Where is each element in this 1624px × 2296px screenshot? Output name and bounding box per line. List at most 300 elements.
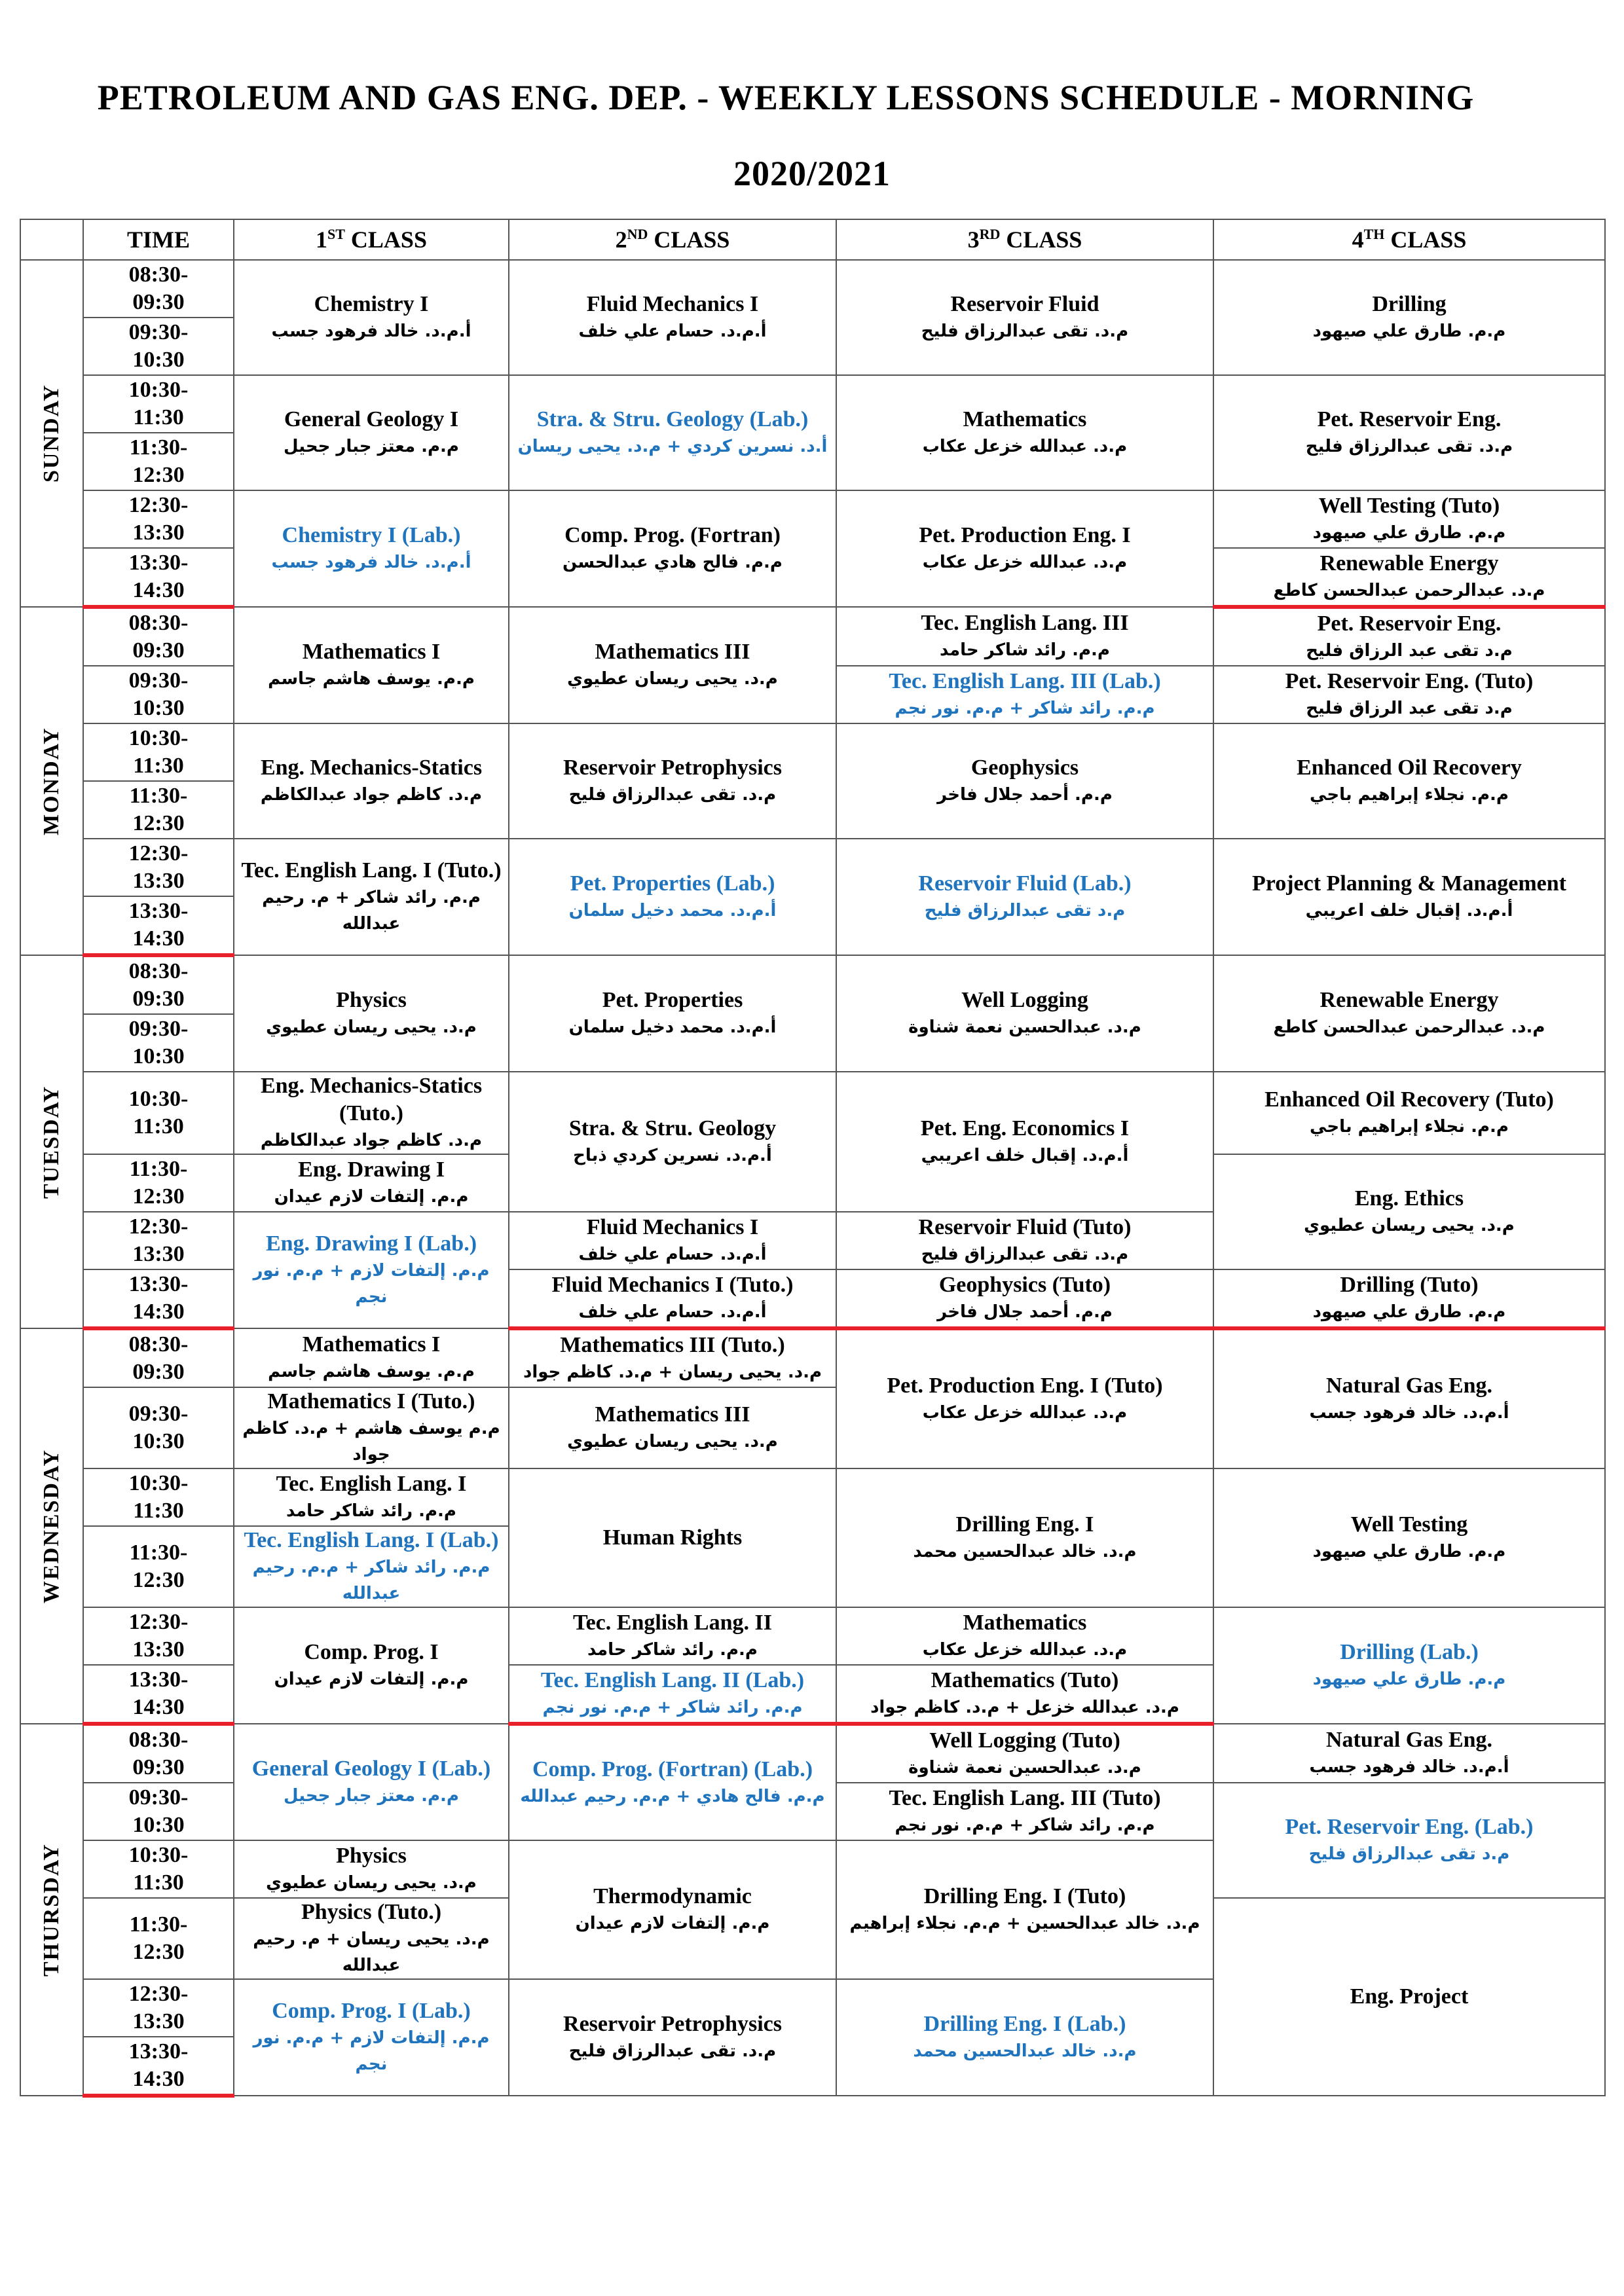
instructor-name: م.د. يحيى ريسان + م. رحيم عبدالله (253, 1929, 490, 1975)
course-name: Mathematics (963, 1611, 1087, 1635)
lesson-cell (836, 1212, 1213, 1269)
lesson-cell (1213, 1468, 1605, 1607)
time-slot (83, 1387, 234, 1468)
header-row (20, 219, 1605, 260)
time-end: 10:30 (132, 1813, 185, 1837)
instructor-name: م.د. خالد عبدالحسين + م.م. نجلاء إبراهيم (849, 1914, 1200, 1933)
time-start: 11:30- (129, 435, 188, 460)
course-name: Well Logging (Tuto) (929, 1728, 1120, 1753)
time-start: 13:30- (128, 1667, 189, 1692)
instructor-name: أ.م.د. حسام علي خلف (578, 321, 767, 341)
course-name: Reservoir Fluid (Tuto) (918, 1215, 1132, 1239)
instructor-name: م.م. إلتفات لازم عيدان (274, 1669, 469, 1689)
day-label: SUNDAY (20, 260, 83, 607)
lesson-cell (509, 1607, 836, 1665)
instructor-name: م.م. إلتفات لازم عيدان (575, 1914, 770, 1933)
header-class-2-sup: ND (627, 226, 648, 242)
lesson-cell (509, 1840, 836, 1979)
course-name: Geophysics (Tuto) (938, 1273, 1111, 1297)
time-start: 11:30- (129, 1912, 188, 1937)
lesson-cell (1213, 375, 1605, 490)
lesson-cell (234, 1898, 509, 1979)
course-name: Thermodynamic (593, 1884, 752, 1908)
lesson-cell (836, 955, 1213, 1072)
time-end: 11:30 (133, 1870, 184, 1895)
course-name: Chemistry I (314, 292, 429, 316)
instructor-name: م.م. طارق علي صيهود (1312, 1542, 1506, 1561)
time-end: 10:30 (132, 1429, 185, 1453)
instructor-name: م.د تقى عبدالرزاق فليح (924, 901, 1126, 920)
time-start: 08:30- (128, 959, 189, 983)
time-end: 10:30 (132, 1044, 185, 1068)
course-name: Stra. & Stru. Geology (568, 1116, 777, 1140)
lesson-cell (509, 1328, 836, 1387)
lesson-cell (509, 1724, 836, 1840)
schedule-row (20, 839, 1605, 896)
time-start: 08:30- (128, 1728, 189, 1752)
day-label: WEDNESDAY (20, 1328, 83, 1724)
lesson-cell (1213, 666, 1605, 723)
instructor-name: م.م. إلتفات لازم عيدان (274, 1187, 469, 1207)
time-start: 09:30- (128, 320, 189, 344)
header-class-3 (836, 219, 1213, 260)
time-end: 14:30 (132, 1300, 185, 1324)
header-class-4-sup: TH (1363, 226, 1385, 242)
time-slot (83, 896, 234, 955)
instructor-name: م.د. يحيى ريسان + م.د. كاظم جواد (523, 1362, 822, 1382)
course-name: Physics (Tuto.) (301, 1900, 442, 1924)
instructor-name: م.د تقى عبد الرزاق فليح (1306, 699, 1513, 718)
time-slot (83, 260, 234, 318)
lesson-cell (234, 1526, 509, 1607)
course-name: Mathematics (Tuto) (931, 1668, 1119, 1692)
time-slot (83, 433, 234, 490)
lesson-cell (509, 1665, 836, 1724)
instructor-name: م.د. تقى عبدالرزاق فليح (921, 321, 1129, 341)
course-name: Tec. English Lang. I (276, 1472, 467, 1496)
instructor-name: م.م. رائد شاكر + م.م. نور نجم (542, 1698, 803, 1717)
lesson-cell (1213, 955, 1605, 1072)
instructor-name: م.د. عبدالله خزعل عكاب (922, 1640, 1128, 1660)
instructor-name: م.د. يحيى ريسان عطيوي (567, 1432, 778, 1451)
course-name: Pet. Production Eng. I (Tuto) (887, 1374, 1163, 1398)
instructor-name: م.م. رائد شاكر حامد (940, 640, 1110, 660)
time-slot (83, 1014, 234, 1072)
lesson-cell (509, 1269, 836, 1328)
time-end: 13:30 (132, 1637, 185, 1662)
academic-year: 2020/2021 (733, 154, 891, 193)
course-name: Enhanced Oil Recovery (Tuto) (1264, 1087, 1554, 1112)
course-name: Tec. English Lang. III (921, 611, 1129, 635)
time-start: 10:30- (128, 1087, 189, 1111)
course-name: Fluid Mechanics I (586, 1215, 759, 1239)
course-name: Geophysics (970, 756, 1079, 780)
time-slot (83, 723, 234, 781)
course-name: Drilling (Tuto) (1340, 1273, 1479, 1297)
lesson-cell (234, 375, 509, 490)
time-start: 13:30- (128, 1272, 189, 1296)
instructor-name: أ.م.د. محمد دخيل سلمان (568, 1017, 777, 1037)
time-start: 09:30- (128, 1785, 189, 1810)
lesson-cell (234, 490, 509, 607)
header-class-1-word: CLASS (350, 227, 427, 253)
time-end: 14:30 (132, 1695, 185, 1719)
schedule-row (20, 375, 1605, 433)
course-name: Drilling Eng. I (Tuto) (923, 1884, 1126, 1908)
course-name: Tec. English Lang. II (573, 1611, 772, 1635)
instructor-name: أ.م.د. محمد دخيل سلمان (568, 901, 777, 920)
instructor-name: أ.م.د. خالد فرهود جسب (271, 321, 471, 341)
course-name: Tec. English Lang. III (Lab.) (889, 669, 1161, 693)
time-end: 12:30 (132, 1940, 185, 1964)
header-time: TIME (83, 219, 234, 260)
lesson-cell (1213, 723, 1605, 839)
instructor-name: م.م. نجلاء إبراهيم باجي (1310, 1117, 1509, 1137)
lesson-cell (836, 839, 1213, 955)
lesson-cell (509, 839, 836, 955)
time-end: 14:30 (132, 2067, 185, 2091)
time-end: 10:30 (132, 348, 185, 372)
instructor-name: م.م. طارق علي صيهود (1312, 523, 1506, 543)
time-slot (83, 1328, 234, 1387)
instructor-name: م.د تقى عبدالرزاق فليح (1308, 1844, 1510, 1864)
course-name: Natural Gas Eng. (1325, 1728, 1493, 1752)
schedule-row (20, 1468, 1605, 1526)
course-name: Eng. Drawing I (Lab.) (265, 1231, 477, 1256)
instructor-name: م.م. رائد شاكر + م.م. نور نجم (895, 699, 1155, 718)
time-start: 12:30- (128, 493, 189, 517)
instructor-name: م.م يوسف هاشم + م.د. كاظم جواد (242, 1419, 500, 1465)
lesson-cell (836, 1665, 1213, 1724)
instructor-name: م.م. نجلاء إبراهيم باجي (1310, 785, 1509, 805)
course-name: Stra. & Stru. Geology (Lab.) (536, 407, 809, 431)
schedule-row (20, 1724, 1605, 1783)
course-name: Eng. Mechanics-Statics (Tuto.) (260, 1074, 483, 1125)
course-name: Comp. Prog. (Fortran) (564, 523, 781, 547)
course-name: Renewable Energy (1320, 551, 1499, 575)
instructor-name: م.م. رائد شاكر + م.م. نور نجم (895, 1815, 1155, 1835)
course-name: Pet. Reservoir Eng. (Tuto) (1285, 669, 1534, 693)
instructor-name: م.د. تقى عبدالرزاق فليح (921, 1245, 1129, 1264)
course-name: Well Testing (1350, 1512, 1468, 1537)
time-start: 13:30- (128, 551, 189, 575)
course-name: Eng. Ethics (1354, 1186, 1464, 1211)
lesson-cell (836, 666, 1213, 723)
instructor-name: م.م. فالح هادي + م.م. رحيم عبدالله (520, 1787, 825, 1806)
header-class-4-num: 4 (1352, 227, 1364, 253)
course-name: Enhanced Oil Recovery (1297, 756, 1522, 780)
time-start: 13:30- (128, 2039, 189, 2064)
time-slot (83, 839, 234, 896)
course-name: Comp. Prog. I (Lab.) (272, 1999, 471, 2023)
course-name: Comp. Prog. (Fortran) (Lab.) (532, 1757, 813, 1781)
lesson-cell (1213, 1154, 1605, 1269)
time-start: 08:30- (128, 1332, 189, 1357)
course-name: Tec. English Lang. III (Tuto) (889, 1786, 1161, 1810)
course-name: Eng. Project (1350, 1984, 1469, 2009)
schedule-row (20, 1328, 1605, 1387)
lesson-cell (509, 1212, 836, 1269)
lesson-cell (1213, 260, 1605, 375)
instructor-name: م.م. طارق علي صيهود (1312, 321, 1506, 341)
lesson-cell (509, 723, 836, 839)
instructor-name: م.د. خالد عبدالحسين محمد (913, 2041, 1137, 2061)
course-name: Eng. Drawing I (298, 1157, 445, 1182)
instructor-name: م.د. كاظم جواد عبدالكاظم (260, 1131, 483, 1150)
time-slot (83, 375, 234, 433)
instructor-name: م.م. طارق علي صيهود (1312, 1302, 1506, 1322)
time-end: 13:30 (132, 2009, 185, 2033)
time-slot (83, 490, 234, 548)
instructor-name: أ.د. نسرين كردي + م.د. يحيى ريسان (517, 437, 828, 456)
time-slot (83, 955, 234, 1014)
instructor-name: م.م. رائد شاكر حامد (286, 1501, 456, 1521)
time-slot (83, 2037, 234, 2096)
time-start: 08:30- (128, 263, 189, 287)
header-class-1 (234, 219, 509, 260)
instructor-name: أ.م.د. إقبال خلف اعريبي (921, 1146, 1129, 1165)
schedule-table (20, 219, 1606, 2098)
instructor-name: أ.م.د. نسرين كردي ذباح (573, 1146, 772, 1165)
time-end: 13:30 (132, 520, 185, 545)
instructor-name: م.د. عبدالله خزعل + م.د. كاظم جواد (870, 1698, 1179, 1717)
time-end: 10:30 (132, 696, 185, 720)
lesson-cell (234, 1468, 509, 1526)
time-end: 11:30 (133, 1114, 184, 1139)
lesson-cell (234, 839, 509, 955)
lesson-cell (836, 1269, 1213, 1328)
course-name: Physics (336, 988, 407, 1012)
course-name: Mathematics III (Tuto.) (560, 1333, 785, 1357)
time-start: 12:30- (128, 1982, 189, 2006)
lesson-cell (836, 260, 1213, 375)
time-start: 10:30- (128, 378, 189, 402)
course-name: General Geology I (284, 407, 459, 431)
instructor-name: م.م. يوسف هاشم جاسم (268, 669, 475, 689)
time-slot (83, 1526, 234, 1607)
time-end: 11:30 (133, 405, 184, 429)
time-slot (83, 666, 234, 723)
time-end: 09:30 (132, 638, 185, 663)
schedule-row (20, 490, 1605, 548)
time-slot (83, 318, 234, 375)
lesson-cell (1213, 1269, 1605, 1328)
time-slot (83, 1154, 234, 1212)
lesson-cell (1213, 1607, 1605, 1724)
lesson-cell (836, 1783, 1213, 1840)
time-slot (83, 1783, 234, 1840)
instructor-name: أ.م.د. إقبال خلف اعريبي (1305, 901, 1513, 920)
time-start: 09:30- (128, 1402, 189, 1426)
header-class-2-word: CLASS (654, 227, 730, 253)
instructor-name: م.د. تقى عبدالرزاق فليح (1305, 437, 1513, 456)
course-name: Pet. Eng. Economics I (920, 1116, 1130, 1140)
lesson-cell (1213, 1328, 1605, 1468)
instructor-name: م.م. رائد شاكر حامد (587, 1640, 758, 1660)
course-name: Comp. Prog. I (304, 1640, 439, 1664)
instructor-name: م.م. أحمد جلال فاخر (937, 1302, 1113, 1322)
course-name: Drilling Eng. I (955, 1512, 1094, 1537)
time-start: 11:30- (129, 1157, 188, 1181)
lesson-cell (234, 1328, 509, 1387)
course-name: Pet. Properties (602, 988, 743, 1012)
course-name: Renewable Energy (1320, 988, 1499, 1012)
course-name: Human Rights (602, 1525, 743, 1550)
lesson-cell (836, 375, 1213, 490)
time-end: 13:30 (132, 869, 185, 893)
lesson-cell (234, 955, 509, 1072)
instructor-name: م.د. يحيى ريسان عطيوي (266, 1873, 477, 1893)
time-slot (83, 1840, 234, 1898)
time-slot (83, 607, 234, 666)
time-start: 09:30- (128, 1017, 189, 1041)
time-slot (83, 781, 234, 839)
lesson-cell (1213, 1898, 1605, 2096)
schedule-row (20, 955, 1605, 1014)
instructor-name: م.م. يوسف هاشم جاسم (268, 1362, 475, 1381)
course-name: Physics (336, 1844, 407, 1868)
lesson-cell (836, 607, 1213, 666)
lesson-cell (509, 490, 836, 607)
lesson-cell (509, 375, 836, 490)
time-start: 10:30- (128, 1843, 189, 1867)
lesson-cell (836, 1468, 1213, 1607)
time-slot (83, 1898, 234, 1979)
instructor-name: م.د. كاظم جواد عبدالكاظم (260, 785, 483, 805)
lesson-cell (1213, 490, 1605, 548)
time-start: 10:30- (128, 1471, 189, 1495)
instructor-name: أ.م.د. خالد فرهود جسب (271, 553, 471, 572)
instructor-name: م.م. طارق علي صيهود (1312, 1669, 1506, 1689)
instructor-name: م.م. أحمد جلال فاخر (937, 785, 1113, 805)
lesson-cell (836, 1979, 1213, 2096)
time-end: 14:30 (132, 578, 185, 602)
lesson-cell (234, 607, 509, 723)
time-end: 12:30 (132, 1568, 185, 1592)
instructor-name: م.م. رائد شاكر + م.م. رحيم عبدالله (252, 1558, 490, 1603)
time-slot (83, 1072, 234, 1154)
header-day (20, 219, 83, 260)
course-name: Drilling (1372, 292, 1447, 316)
header-class-2-num: 2 (615, 227, 627, 253)
instructor-name: أ.م.د. خالد فرهود جسب (1309, 1403, 1509, 1423)
time-start: 13:30- (128, 899, 189, 923)
course-name: Mathematics III (595, 640, 750, 664)
instructor-name: م.د. يحيى ريسان عطيوي (567, 669, 778, 689)
instructor-name: أ.م.د. حسام علي خلف (578, 1302, 767, 1322)
time-end: 09:30 (132, 1755, 185, 1779)
time-slot (83, 1269, 234, 1328)
course-name: Drilling (Lab.) (1340, 1640, 1479, 1664)
time-slot (83, 1607, 234, 1665)
time-start: 11:30- (129, 1540, 188, 1565)
time-end: 09:30 (132, 290, 185, 314)
course-name: Chemistry I (Lab.) (282, 523, 461, 547)
lesson-cell (1213, 1783, 1605, 1898)
instructor-name: م.م. إلتفات لازم + م.م. نور نجم (253, 2028, 490, 2074)
course-name: Mathematics III (595, 1402, 750, 1427)
header-class-3-num: 3 (967, 227, 980, 253)
instructor-name: م.د. عبدالله خزعل عكاب (922, 553, 1128, 572)
instructor-name: أ.م.د. حسام علي خلف (578, 1245, 767, 1264)
course-name: Reservoir Fluid (950, 292, 1099, 316)
lesson-cell (836, 1724, 1213, 1783)
course-name: Pet. Reservoir Eng. (1317, 407, 1502, 431)
course-name: Tec. English Lang. II (Lab.) (540, 1668, 805, 1692)
course-name: Drilling Eng. I (Lab.) (923, 2012, 1126, 2036)
instructor-name: م.م. معتز جبار جحيل (284, 437, 459, 456)
course-name: Mathematics (963, 407, 1087, 431)
time-slot (83, 1665, 234, 1724)
lesson-cell (509, 607, 836, 723)
instructor-name: م.د. عبدالحسين نعمة شناوة (908, 1017, 1141, 1037)
course-name: Fluid Mechanics I (Tuto.) (551, 1273, 794, 1297)
instructor-name: م.د. عبدالرحمن عبدالحسن كاطع (1273, 581, 1545, 600)
instructor-name: م.د. عبدالرحمن عبدالحسن كاطع (1273, 1017, 1545, 1037)
time-start: 12:30- (128, 841, 189, 866)
instructor-name: م.د. يحيى ريسان عطيوي (1304, 1216, 1515, 1235)
time-slot (83, 1468, 234, 1526)
time-end: 13:30 (132, 1242, 185, 1266)
day-label: TUESDAY (20, 955, 83, 1328)
lesson-cell (234, 1387, 509, 1468)
course-name: Tec. English Lang. I (Lab.) (244, 1528, 499, 1552)
course-name: Tec. English Lang. I (Tuto.) (241, 858, 502, 883)
course-name: Pet. Reservoir Eng. (1317, 611, 1502, 636)
instructor-name: م.م. رائد شاكر + م. رحيم عبدالله (262, 888, 481, 934)
time-end: 11:30 (133, 754, 184, 778)
day-label: THURSDAY (20, 1724, 83, 2096)
instructor-name: م.د. خالد عبدالحسين محمد (913, 1542, 1137, 1561)
time-start: 11:30- (129, 784, 188, 808)
lesson-cell (836, 1607, 1213, 1665)
time-end: 12:30 (132, 463, 185, 487)
lesson-cell (836, 1328, 1213, 1468)
time-start: 09:30- (128, 668, 189, 693)
time-start: 08:30- (128, 611, 189, 635)
time-end: 11:30 (133, 1499, 184, 1523)
time-end: 12:30 (132, 811, 185, 835)
header-class-1-num: 1 (316, 227, 327, 253)
lesson-cell (234, 1840, 509, 1898)
time-start: 12:30- (128, 1610, 189, 1634)
time-end: 12:30 (132, 1184, 185, 1209)
lesson-cell (234, 1607, 509, 1724)
header-class-4 (1213, 219, 1605, 260)
course-name: Pet. Reservoir Eng. (Lab.) (1285, 1815, 1534, 1839)
lesson-cell (234, 1212, 509, 1328)
course-name: General Geology I (Lab.) (251, 1757, 491, 1781)
time-slot (83, 1724, 234, 1783)
time-end: 09:30 (132, 987, 185, 1011)
time-slot (83, 548, 234, 607)
lesson-cell (234, 1979, 509, 2096)
instructor-name: م.م. فالح هادي عبدالحسن (563, 553, 783, 572)
schedule-row (20, 723, 1605, 781)
lesson-cell (836, 490, 1213, 607)
header-class-3-sup: RD (979, 226, 1001, 242)
lesson-cell (234, 1154, 509, 1212)
time-end: 14:30 (132, 926, 185, 951)
lesson-cell (1213, 1072, 1605, 1154)
instructor-name: م.د. يحيى ريسان عطيوي (266, 1017, 477, 1037)
course-name: Reservoir Petrophysics (563, 2012, 782, 2036)
lesson-cell (234, 1072, 509, 1154)
lesson-cell (509, 955, 836, 1072)
lesson-cell (1213, 839, 1605, 955)
time-slot (83, 1979, 234, 2037)
course-name: Mathematics I (302, 640, 441, 664)
